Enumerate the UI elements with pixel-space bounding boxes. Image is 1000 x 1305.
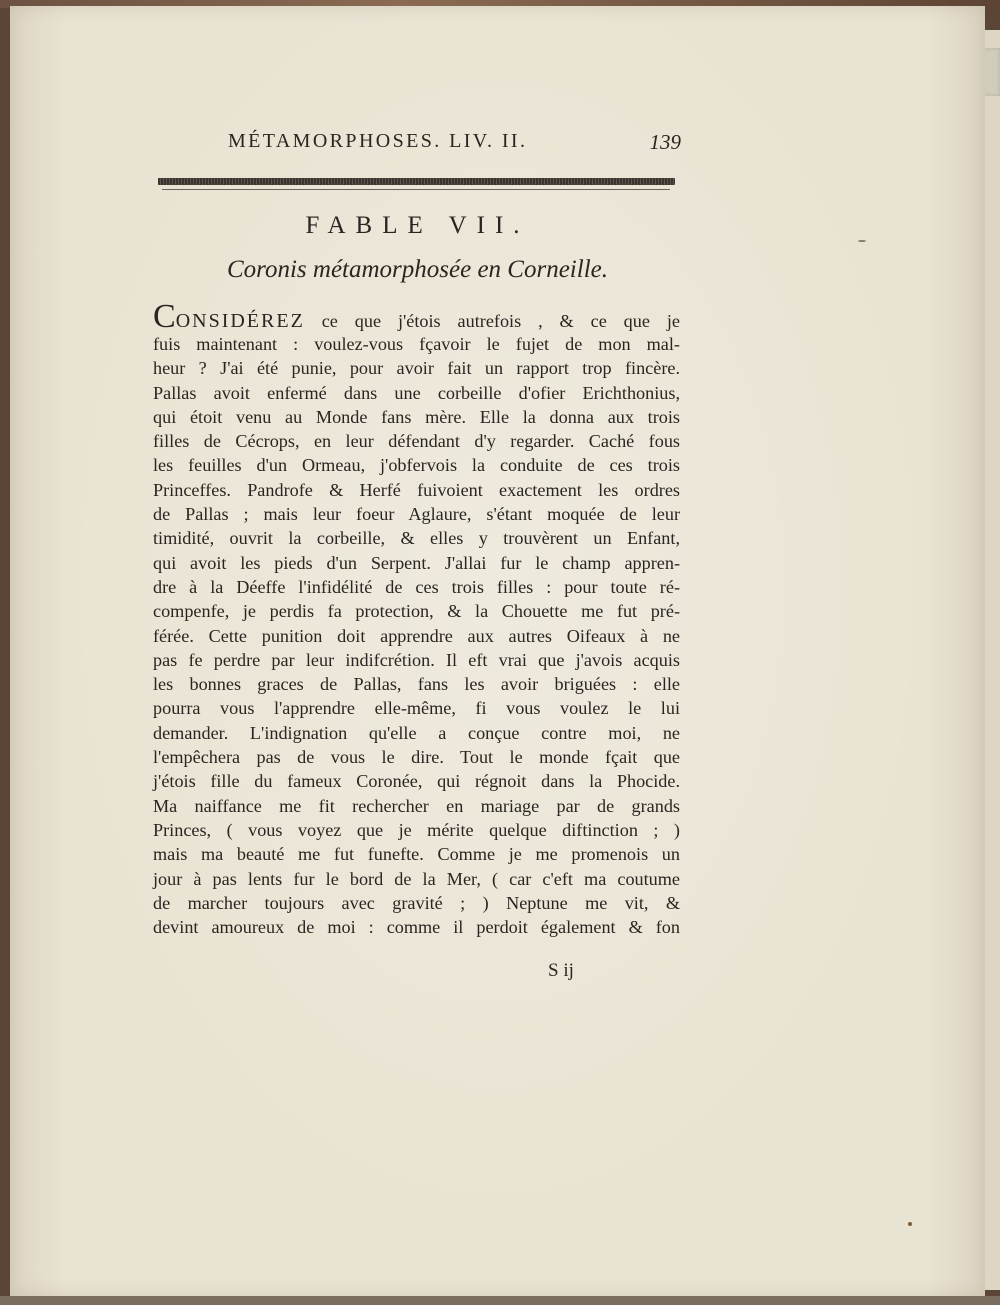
body-line: dre à la Déeffe l'infidélité de ces trois filles : pour toute ré- (153, 576, 680, 597)
first-word-smallcaps: ONSIDÉREZ (175, 310, 305, 332)
body-line: filles de Cécrops, en leur défendant d'y regarder. Caché fous (153, 431, 680, 452)
body-line: l'empêchera pas de vous le dire. Tout le monde fçait que (153, 747, 680, 768)
body-line: fuis maintenant : voulez-vous fçavoir le fujet de mon mal- (153, 334, 680, 354)
page-number: 139 (649, 130, 681, 154)
body-line: férée. Cette punition doit apprendre aux autres Oifeaux à ne (153, 625, 680, 646)
body-line: Pallas avoit enfermé dans une corbeille d'ofier Erichthonius, (153, 382, 680, 403)
signature-mark: S ij (548, 960, 574, 981)
body-line: pas fe perdre par leur indifcrétion. Il eft vrai que j'avois acquis (153, 649, 680, 670)
header-rule-ornament (158, 178, 675, 185)
running-title: MÉTAMORPHOSES. LIV. II. (228, 130, 528, 152)
body-line: timidité, ouvrit la corbeille, & elles y trouvèrent un Enfant, (153, 528, 680, 549)
body-line: compenfe, je perdis fa protection, & la Chouette me fut pré- (153, 601, 680, 622)
body-line: Ma naiffance me fit rechercher en mariage par de grands (153, 795, 680, 816)
body-line: qui étoit venu au Monde fans mère. Elle la donna aux trois (153, 406, 680, 427)
body-line: heur ? J'ai été punie, pour avoir fait un rapport trop fincère. (153, 358, 680, 379)
paper-speck (908, 1222, 912, 1226)
body-line: Princes, ( vous voyez que je mérite quelque diftinction ; ) (153, 819, 680, 840)
body-line: mais ma beauté me fut funefte. Comme je me promenois un (153, 844, 680, 865)
fable-heading: FABLE VII. (305, 212, 530, 239)
body-line: les bonnes graces de Pallas, fans les avoir briguées : elle (153, 674, 680, 695)
body-line: pourra vous l'apprendre elle-même, fi vous voulez le lui (153, 698, 680, 719)
drop-cap: C (153, 298, 176, 335)
body-line: Princeffes. Pandrofe & Herfé fuivoient exactement les ordres (153, 479, 680, 500)
running-head (228, 130, 683, 160)
first-line-rest: ce que j'étois autrefois , & ce que je (304, 311, 680, 331)
body-first-line (153, 298, 680, 335)
book-cover-edge-bottom (0, 1296, 1000, 1305)
body-line: devint amoureux de moi : comme il perdoit également & fon (153, 917, 680, 938)
body-text (153, 298, 680, 939)
header-rule-thin (162, 189, 670, 190)
paper-speck (858, 240, 866, 242)
body-line: de Pallas ; mais leur foeur Aglaure, s'étant moquée de leur (153, 504, 680, 525)
fable-subtitle: Coronis métamorphosée en Corneille. (227, 256, 608, 283)
body-line: les feuilles d'un Ormeau, j'obfervois la conduite de ces trois (153, 455, 680, 476)
body-line: j'étois fille du fameux Coronée, qui régnoit dans la Phocide. (153, 771, 680, 792)
body-line: jour à pas lents fur le bord de la Mer, ( car c'eft ma coutume (153, 868, 680, 889)
body-line: de marcher toujours avec gravité ; ) Neptune me vit, & (153, 892, 680, 913)
body-line: demander. L'indignation qu'elle a conçue contre moi, ne (153, 722, 680, 743)
body-line: qui avoit les pieds d'un Serpent. J'allai fur le champ appren- (153, 552, 680, 573)
body-lines (153, 332, 680, 939)
